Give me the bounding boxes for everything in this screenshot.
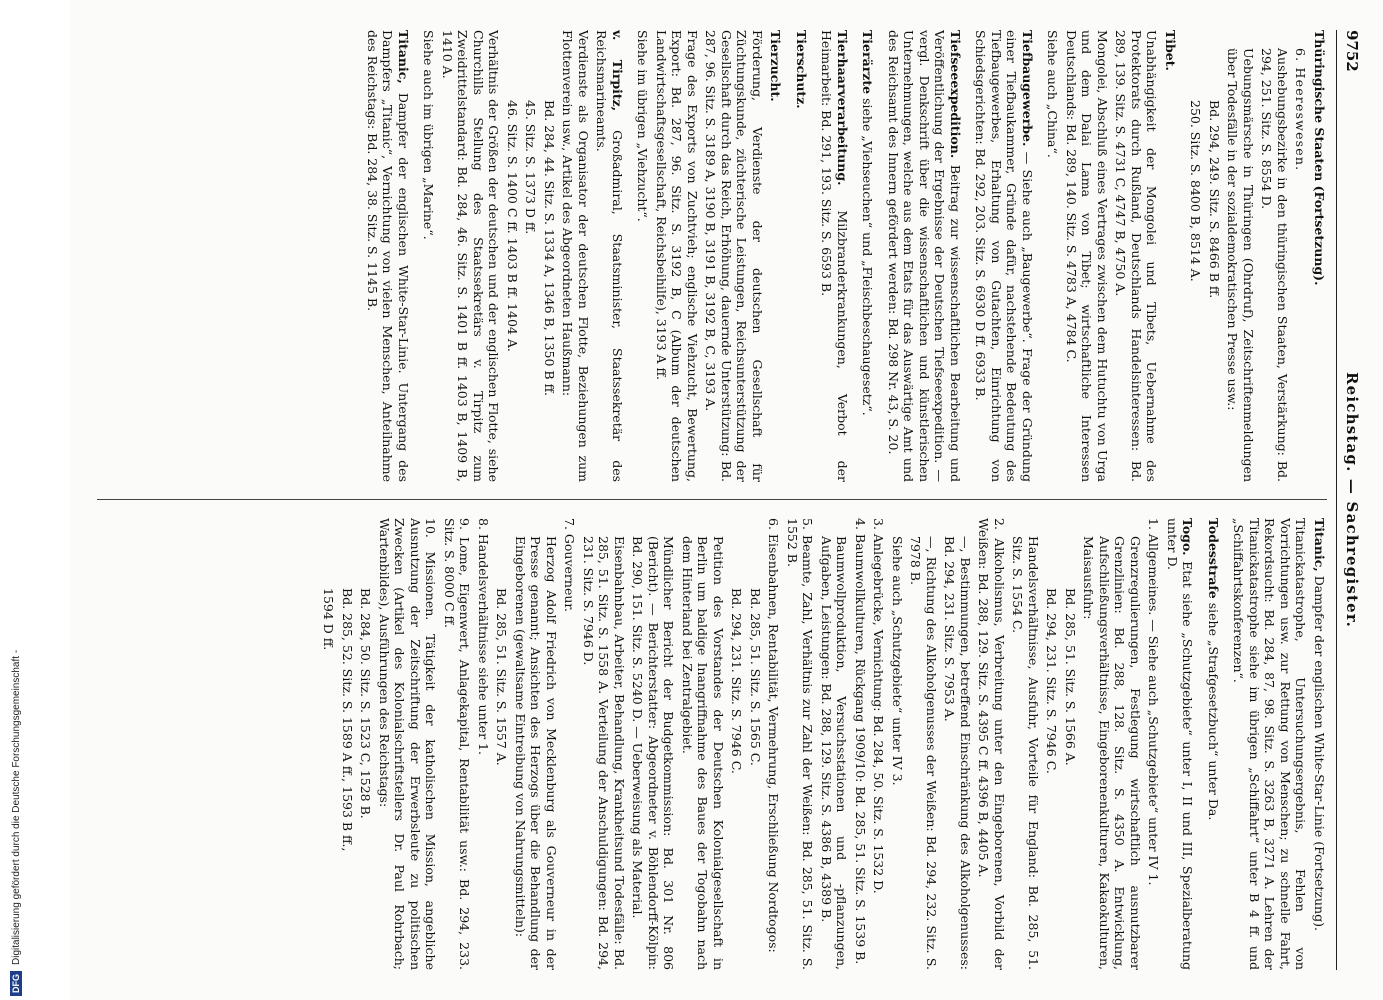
reference-line: Bd. 285, 51. Sitz. S. 1566 A. xyxy=(1063,588,1078,766)
index-entry xyxy=(860,30,876,482)
entry-text: Etat siehe „Schutzgebiete“ unter I, II und III, Spezialberatung unter D. xyxy=(1165,518,1196,970)
digitization-credit-text: Digitalisierung gefördert durch die Deutsche Forschungsgemeinschaft - xyxy=(10,649,22,965)
entry-text: siehe „Strafgesetzbuch“ unter Da. xyxy=(1206,602,1221,821)
entry-text: Milzbranderkrankungen, Verbot der Heimarbeit: Bd. 291, 193. Sitz. S. 6593 B. xyxy=(819,30,850,482)
index-entry: —, Richtung des Alkoholgenusses der Weißen: Bd. 294, 232. Sitz. S. 7978 B. xyxy=(908,536,939,970)
running-title: Reichstag. — Sachregister. xyxy=(1343,371,1361,629)
index-entry: Uebungsmärsche in Thüringen (Ohrdruf), Zeitschriftenmeldungen über Todesfälle in der sozialdemokratischen Presse usw.: xyxy=(1225,48,1256,482)
entry-heading: Titanic, xyxy=(1312,518,1327,572)
entry-text: Großadmiral, Staatsminister, Staatssekretär des Reichsmarineamts. xyxy=(594,30,625,482)
index-entry xyxy=(819,30,850,482)
entry-heading: Tibet. xyxy=(1163,30,1178,71)
reference-line: Bd. 294, 249. Sitz. S. 8466 B ff. xyxy=(1207,100,1222,299)
index-entry: Handelsverhältnisse, Ausfuhr, Vorteile für England: Bd. 285, 51. Sitz. S. 1554 C. xyxy=(1010,536,1041,970)
index-entry xyxy=(1206,518,1222,970)
reference-line: 45. Sitz. S. 1373 D ff. xyxy=(523,100,539,235)
reference-line: 1594 D ff. xyxy=(321,588,337,651)
index-entry: Frage des Exports von Zuchtvieh; englische Viehzucht, Bewertung, Export: Bd. 287, 96. Sitz. S. 3192 B, C (Album der deutschen Landwirtschaftsgesellschaft, Reichsbeihilfe), 3193 A ff. xyxy=(654,30,700,482)
index-entry: Baumwollproduktion, Versuchsstationen und -pflanzungen, Aufgaben, Leistungen: Bd. 288, 129. Sitz. S. 4386 B, 4389 B. xyxy=(819,536,850,970)
index-entry: Titanickatastrophe, Untersuchungsergebnis, Fehlen von Vorrichtungen usw. zur Rettung von Menschen; zu schnelle Fahrt, Rekordsucht: Bd. 284, 87, 98. Sitz. S. 3263 B, 3271 A. Lehren der Titanickatastrophe siehe im übrigen „Schiffahrt“ unter B 4 ff. und „Schiffahrtskonferenzen“. xyxy=(1231,518,1309,970)
scanned-page xyxy=(70,0,1383,1000)
index-entry: 1. Allgemeines. — Siehe auch „Schutzgebiete“ unter IV 1. xyxy=(1146,518,1162,886)
entry-heading: Tierzucht. xyxy=(768,30,784,102)
index-entry: Unabhängigkeit der Mongolei und Tibets, Uebernahme des Protektorats durch Rußland, Deutschlands Handelsinteressen: Bd. 289, 139. Sitz. S. 4731 C, 4747 B, 4750 A. xyxy=(1113,30,1160,482)
index-entry: Aushebungsbezirke in den thüringischen Staaten, Verstärkung: Bd. 294, 251. Sitz. S. 8554 D. xyxy=(1259,48,1290,482)
left-column xyxy=(87,30,1327,482)
entry-heading: Togo. xyxy=(1180,518,1196,556)
index-entry: Herzog Adolf Friedrich von Mecklenburg als Gouverneur in der Presse genannt; Ansichten des Herzogs über die Behandlung der Eingeborenen (gewaltsame Eintreibung von Nahrungsmitteln): xyxy=(513,536,559,970)
index-entry: Eisenbahnbau, Arbeiter, Behandlung, Krankheitsund Todesfälle: Bd. 285, 51. Sitz. S. 1558 A. Verteilung der Anschuldigungen: Bd. 294, 231. Sitz. S. 7946 D. xyxy=(581,536,627,970)
index-entry: Mündlicher Bericht der Budgetkommission: Bd. 301 Nr. 806 (Bericht). — Berichterstatter: Abgeordneter v. Böhlendorff-Kölpin: Bd. 290, 151. Sitz. S. 5240 D. — Ueberweisung als Material. xyxy=(630,536,677,970)
entry-heading: v. Tirpitz, xyxy=(610,30,625,112)
index-entry xyxy=(886,30,964,482)
entry-text: Beitrag zur wissenschaftlichen Bearbeitung und Veröffentlichung der Ergebnisse der Deutschen Tiefseeexpedition. — vergl. Denkschrift über die wissenschaftlichen und künstlerischen Unternehmungen, welche aus dem Etats für das Auswärtige Amt und des Reichsamt des Innern gefördert werden: Bd. 298 Nr. 43, S. 20. xyxy=(886,30,963,482)
index-entry: Grenzregulierungen, Festlegung wirtschaftlich ausnutzbarer Grenzlinien: Bd. 288, 128. Sitz. S. 4350 A. Entwicklung, Aufschließungsverhältnisse, Eingeborenenkulturen, Kakaokulturen, Maisausfuhr: xyxy=(1081,536,1143,970)
dfg-logo: DFG xyxy=(10,971,22,996)
entry-heading: Tiefbaugewerbe. xyxy=(1020,30,1035,147)
index-entry: Verhältnis der Größen der deutschen und der englischen Flotte, siehe Churchills Stellung des Staatssekretärs v. Tirpitz zum Zweidrittelstandard: Bd. 284, 46. Sitz. S. 1401 B ff. 1403 B, 1409 B, 1410 A. xyxy=(440,30,502,482)
cross-reference: Siehe auch „Schutzgebiete“ unter IV 3. xyxy=(890,536,905,786)
entry-text: Dampfer der englischen White-Star-Linie (Fortsetzung). xyxy=(1312,575,1327,931)
subsection-heading: 7. Gouverneur. xyxy=(562,518,578,612)
column-divider xyxy=(97,499,1327,500)
index-entry: 2. Alkoholismus, Verbreitung unter den Eingeborenen, Vorbild der Weißen: Bd. 288, 129. Sitz. S. 4395 C ff. 4396 B, 4405 A. xyxy=(976,518,1007,970)
page-number: 9752 xyxy=(1343,30,1361,72)
index-entry xyxy=(1312,518,1328,970)
cross-reference: Siehe auch im übrigen „Marine“. xyxy=(421,30,437,240)
reference-line: 46. Sitz. S. 1400 C ff. 1403 B ff. 1404 A. xyxy=(505,100,520,352)
index-entry: —, Bestimmungen, betreffend Einschränkung des Alkoholgenusses: Bd. 294, 231. Sitz. S. 7953 A. xyxy=(942,536,973,970)
digitization-credit xyxy=(0,0,26,1000)
page-header xyxy=(1337,30,1365,970)
index-entry: 10. Missionen. Tätigkeit der katholischen Mission, angebliche Ausnutzung der Zeitschriftung der Erwerbsleute zu politischen Zwecken (Artikel des Kolonialschriftstellers Dr. Paul Rohrbach; Wartenbildes), Ausführungen des Reichstags: xyxy=(377,518,439,970)
index-entry: 9. Lome, Eigenwert, Anlagekapital, Rentabilität usw.: Bd. 294, 233. Sitz. S. 8000 C ff. xyxy=(442,518,473,970)
index-entry: 3. Anlegebrücke, Vernichtung: Bd. 284, 50. Sitz. S. 1532 D. xyxy=(871,518,887,894)
right-column xyxy=(87,518,1327,970)
reference-line: Bd. 294, 231. Sitz. S. 7946 C. xyxy=(729,588,745,774)
index-entry xyxy=(973,30,1035,482)
index-entry: 6. Eisenbahnen, Rentabilität, Vermehrung, Erschließung Nordtogos: xyxy=(766,518,782,953)
entry-heading: Tiefseeexpedition. xyxy=(948,30,963,159)
entry-heading: Tierhaarverarbeitung. xyxy=(835,30,850,186)
index-entry xyxy=(594,30,625,482)
reference-line: Bd. 285, 51. Sitz. S. 1565 C. xyxy=(748,588,763,766)
entry-text: — Siehe auch „Baugewerbe“. Frage der Gründung einer Tiefbaukammer, Gründe dafür, nachstehende Bedeutung des Tiefbaugewerbes, Erhaltung von Gutachten, Einrichtung von Schiedsgerichten: Bd. 292, 203. Sitz. S. 6930 D ff. 6933 B. xyxy=(973,30,1035,482)
reference-line: Bd. 284, 50. Sitz. S. 1523 C, 1528 B. xyxy=(358,588,374,819)
reference-line: Bd. 285, 51. Sitz. S. 1557 A. xyxy=(494,588,510,766)
index-entry: 8. Handelsverhältnisse siehe unter 1. xyxy=(476,518,491,755)
reference-line: Bd. 284, 44. Sitz. S. 1334 A, 1346 B, 1350 B ff. xyxy=(542,100,557,397)
index-entry xyxy=(1165,518,1196,970)
index-entry: Förderung, Verdienste der deutschen Gesellschaft für Züchtungskunde, züchterische Leistungen, Reichsunterstützung der Gesellschaft durch das Reich, Erhöhung, dauernde Unterstützung: Bd. 287, 96. Sitz. S. 3189 A, 3190 B, 3191 B, 3192 B, C, 3193 A. xyxy=(703,30,765,482)
index-entry: 4. Baumwollkulturen, Rückgang 1909/10: Bd. 285, 51. Sitz. S. 1539 B. xyxy=(853,518,868,965)
entry-text: Dampfer der englischen White-Star-Linie. Untergang des Dampfers „Titanic“, Vernichtung von vielen Menschen, Anteilnahme des Reichstags: Bd. 284, 38. Sitz. S. 1145 B. xyxy=(365,30,411,482)
entry-heading: Tierärzte xyxy=(860,30,876,95)
entry-heading: Todesstrafe xyxy=(1206,518,1221,599)
reference-line: Bd. 285, 52. Sitz. S. 1589 A ff., 1593 B ff., xyxy=(340,588,355,852)
index-entry: Verdienste als Organisator der deutschen Flotte, Beziehungen zum Flottenverein usw., Artikel des Abgeordneten Haußmann: xyxy=(560,30,591,482)
entry-text: siehe „Viehseuchen“ und „Fleischbeschaugesetz“. xyxy=(860,98,876,416)
cross-reference: Siehe auch „China“. xyxy=(1045,30,1061,158)
header-rule xyxy=(1336,30,1337,970)
entry-heading: Thüringische Staaten (Fortsetzung). xyxy=(1312,30,1327,286)
index-entry: 5. Beamte, Zahl, Verhältnis zur Zahl der Weißen: Bd. 285, 51. Sitz. S. 1552 B. xyxy=(785,518,816,970)
index-entry xyxy=(365,30,412,482)
index-entry: Petition des Vorstandes der Deutschen Kolonialgesellschaft in Berlin um baldige Inangriffnahme des Baues der Togobahn nach dem Hinterland bei Zentralgebiet. xyxy=(680,536,726,970)
subsection-heading: 6. Heereswesen. xyxy=(1293,48,1309,172)
cross-reference: Siehe im übrigen „Viehzucht“. xyxy=(635,30,651,222)
index-entry: Mongolei, Abschluß eines Vertrages zwischen dem Hutuchtu von Urga und dem Dalai Lama von Tibet; wirtschaftliche Interessen Deutschlands: Bd. 289, 140. Sitz. S. 4783 A, 4784 C. xyxy=(1064,30,1110,482)
entry-heading: Tierschutz. xyxy=(794,30,809,109)
reference-line: 250. Sitz. S. 8400 B, 8514 A. xyxy=(1188,100,1204,282)
reference-line: Bd. 294, 231. Sitz. S. 7946 C. xyxy=(1044,588,1060,774)
entry-heading: Titanic, xyxy=(396,30,411,84)
